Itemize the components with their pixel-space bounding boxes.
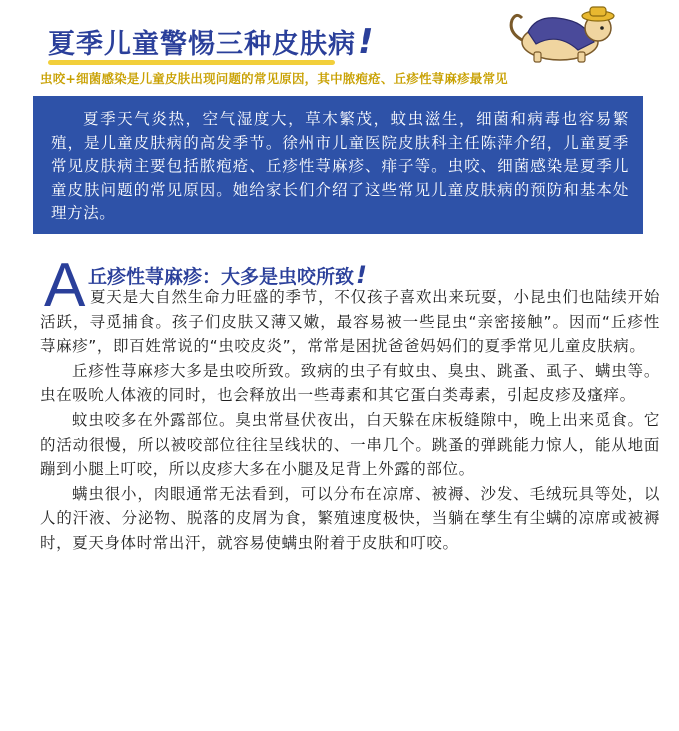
mascot-leg-front xyxy=(578,52,585,62)
paragraph: 蚊虫咬多在外露部位。臭虫常昼伏夜出，白天躲在床板缝隙中，晚上出来觅食。它的活动很慢，所以被咬部位往往呈线状的、一串几个。跳蚤的弹跳能力惊人，能从地面蹦到小腿上叮咬，所以皮疹大多在小腿及足背上外露的部位。 xyxy=(40,410,660,479)
mascot-leg-back xyxy=(534,52,541,62)
section-heading-text: 丘疹性荨麻疹：大多是虫咬所致 xyxy=(88,266,355,288)
mascot-illustration xyxy=(498,2,618,64)
page-title-text: 夏季儿童警惕三种皮肤病 xyxy=(48,29,356,60)
mascot-hat-top xyxy=(590,7,606,16)
page-subtitle: 虫咬+细菌感染是儿童皮肤出现问题的常见原因，其中脓疱疮、丘疹性荨麻疹最常见 xyxy=(40,71,508,86)
mascot-tail xyxy=(511,15,522,40)
intro-box xyxy=(33,96,643,234)
section-body xyxy=(40,285,660,556)
paragraph: 丘疹性荨麻疹大多是虫咬所致。致病的虫子有蚊虫、臭虫、跳蚤、虱子、螨虫等。虫在吸吮人体液的同时，也会释放出一些毒素和其它蛋白类毒素，引起皮疹及瘙痒。 xyxy=(40,361,660,405)
section-heading-exclaim: ! xyxy=(356,261,367,289)
intro-text: 夏季天气炎热，空气湿度大，草木繁茂，蚊虫滋生，细菌和病毒也容易繁殖，是儿童皮肤病的高发季节。徐州市儿童医院皮肤科主任陈萍介绍，儿童夏季常见皮肤病主要包括脓疱疮、丘疹性荨麻疹、痱子等。虫咬、细菌感染是夏季儿童皮肤问题的常见原因。她给家长们介绍了这些常见儿童皮肤病的预防和基本处理方法。 xyxy=(51,110,629,222)
paragraph: 螨虫很小，肉眼通常无法看到，可以分布在凉席、被褥、沙发、毛绒玩具等处，以人的汗液、分泌物、脱落的皮屑为食，繁殖速度极快，当躺在孳生有尘螨的凉席或被褥时，夏天身体时常出汗，就容易使螨虫附着于皮肤和叮咬。 xyxy=(40,484,660,552)
section-a xyxy=(40,253,660,723)
page-title xyxy=(48,22,375,62)
mascot-eye xyxy=(600,26,604,30)
paragraph: 夏天是大自然生命力旺盛的季节，不仅孩子喜欢出来玩耍，小昆虫们也陆续开始活跃，寻觅捕食。孩子们皮肤又薄又嫩，最容易被一些昆虫“亲密接触”。因而“丘疹性荨麻疹”，即百姓常说的“虫咬皮炎”，常常是困扰爸爸妈妈们的夏季常见儿童皮肤病。 xyxy=(40,288,660,356)
page-title-exclaim: ! xyxy=(358,22,375,62)
section-letter: A xyxy=(44,251,86,320)
